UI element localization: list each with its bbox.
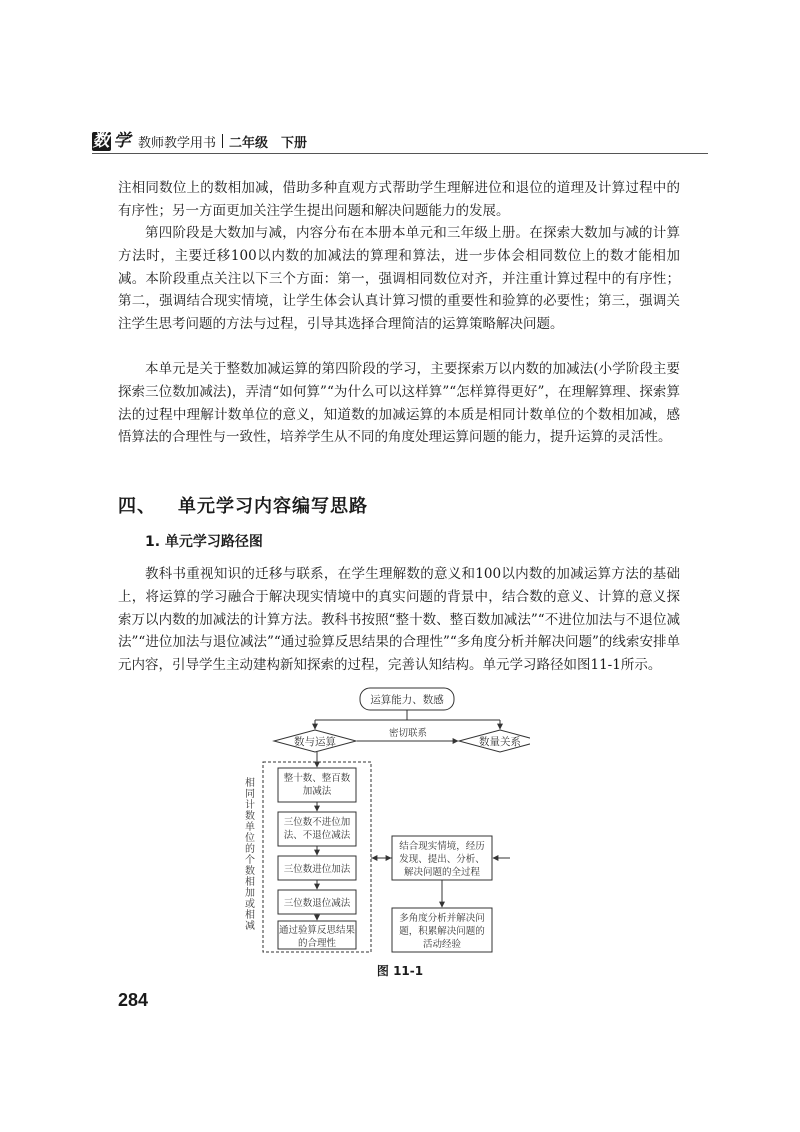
section-title: 单元学习内容编写思路	[178, 496, 368, 517]
logo-char-1: 数	[92, 130, 111, 151]
diagram-step-2: 三位数不进位加法、不退位减法	[283, 817, 351, 841]
book-logo	[92, 132, 134, 151]
header-rule	[92, 153, 708, 154]
diagram-right-diamond-label: 数量关系	[479, 736, 521, 748]
figure-caption: 图 11-1	[376, 964, 424, 978]
diagram-step-4: 三位数退位减法	[283, 898, 351, 909]
diagram-right-box-2-text: 多角度分析并解决问题，积累解决问题的活动经验	[399, 913, 485, 950]
paragraph-3: 本单元是关于整数加减运算的第四阶段的学习，主要探索万以内数的加减法(小学阶段主要探索三位数加减法)，弄清“如何算”“为什么可以这样算”“怎样算得更好”，在理解算理、探索算法的过程中理解计数单位的意义，知道数的加减运算的本质是相同计数单位的个数相加减，感悟算法的合理性与一致性，培养学生从不同的角度处理运算问题的能力，提升运算的灵活性。	[118, 361, 680, 446]
running-header	[92, 130, 307, 152]
header-divider	[222, 134, 223, 148]
page-number: 284	[118, 990, 149, 1010]
diagram-step-5: 通过验算反思结果的合理性	[278, 925, 356, 949]
book-grade: 二年级 下册	[229, 135, 308, 151]
diagram-link-label: 密切联系	[388, 728, 428, 739]
section-heading	[118, 492, 368, 518]
paragraph-4: 教科书重视知识的迁移与联系，在学生理解数的意义和100以内数的加减运算方法的基础上，将运算的学习融合于解决现实情境中的真实问题的背景中，结合数的意义、计算的意义探索万以内数的加减法的计算方法。教科书按照“整十数、整百数加减法”“不进位加法与不退位减法”“进位加法与退位减法”“通过验算反思结果的合理性”“多角度分析并解决问题”的线索安排单元内容，引导学生主动建构新知探索的过程，完善认知结构。单元学习路径如图11-1所示。	[118, 566, 680, 674]
diagram-left-diamond-label: 数与运算	[294, 736, 336, 748]
logo-char-2: 学	[113, 130, 132, 151]
paragraph-1: 注相同数位上的数相加减，借助多种直观方式帮助学生理解进位和退位的道理及计算过程中的有序性；另一方面更加关注学生提出问题和解决问题能力的发展。	[118, 180, 680, 219]
section-number: 四、	[118, 496, 156, 517]
diagram-step-3: 三位数进位加法	[283, 864, 351, 875]
learning-path-diagram	[220, 684, 530, 960]
paragraph-2: 第四阶段是大数加与减，内容分布在本册本单元和三年级上册。在探索大数加与减的计算方法时，主要迁移100以内数的加减法的算理和算法，进一步体会相同数位上的数才能相加减。本阶段重点关注以下三个方面：第一，强调相同数位对齐，并注重计算过程中的有序性；第二，强调结合现实情境，让学生体会认真计算习惯的重要性和验算的必要性；第三，强调关注学生思考问题的方法与过程，引导其选择合理简洁的运算策略解决问题。	[118, 225, 680, 333]
diagram-dashed-label: 相同计数单位的个数相加或相减	[245, 778, 255, 932]
subsection-heading: 1. 单元学习路径图	[145, 534, 263, 550]
diagram-right-box-1-text: 结合现实情境，经历发现、提出、分析、解决问题的全过程	[399, 841, 485, 878]
diagram-top-label: 运算能力、数感	[370, 694, 444, 706]
diagram-step-1: 整十数、整百数加减法	[283, 773, 351, 797]
book-series: 教师教学用书	[138, 135, 217, 151]
